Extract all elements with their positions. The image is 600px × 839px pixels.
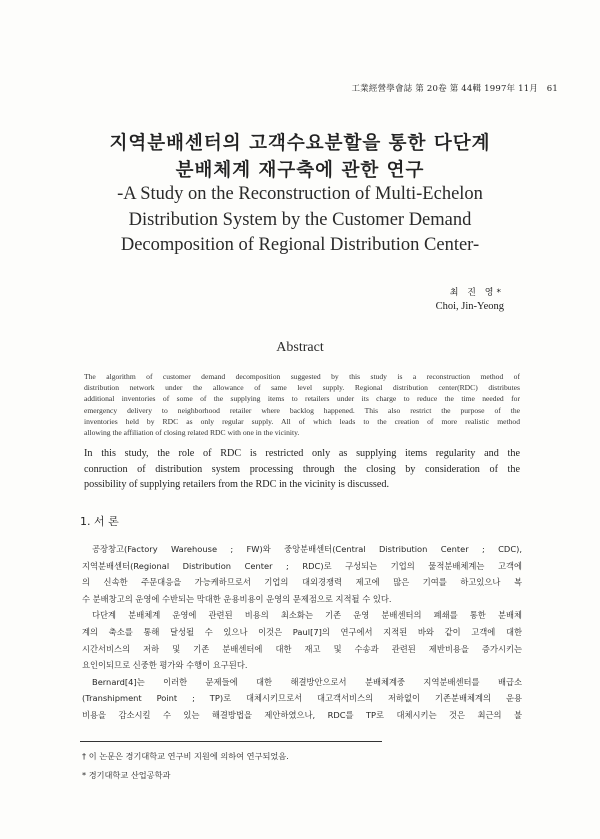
running-header: 工業經營學會誌 第 20卷 第 44輯 1997年 11月 61	[351, 84, 558, 94]
body-line: (Transhipment Point ; TP)로 대체시키므로서 대고객서비스의 저하없이 기존분배체계의 운용	[82, 693, 522, 704]
abstract-line: inventories held by RDC as only regular supply. All of which leads to the creation of more realistic method	[84, 416, 520, 426]
body-line: 계의 축소를 통해 달성될 수 있으나 이것은 Paul[7]의 연구에서 지적된 바와 같이 고객에 대한	[82, 626, 522, 637]
author-name-korean: 최 진 영*	[449, 288, 504, 298]
title-english-line-1: -A Study on the Reconstruction of Multi-Echelon	[117, 184, 483, 204]
abstract-line: emergency delivery to neighborhood retailer where backlog happened. This also restrict the purpose of the	[84, 405, 520, 415]
abstract-line: The algorithm of customer demand decomposition suggested by this study is a reconstruction method of	[84, 372, 520, 381]
title-english-line-2: Distribution System by the Customer Demand	[128, 210, 472, 230]
body-line: 지역분배센터(Regional Distribution Center ; RDC)로 구성되는 기업의 물적분배체계는 고객에	[82, 560, 522, 571]
author-name-english: Choi, Jin-Yeong	[435, 301, 504, 312]
introduction-body	[82, 541, 522, 724]
abstract-line: In this study, the role of RDC is restricted only as supplying items regularity and the	[84, 448, 520, 459]
abstract-paragraph-1	[84, 371, 520, 438]
abstract-line: distribution network under the allowance of same level supply. Regional distribution center(RDC) distributes	[84, 383, 520, 393]
abstract-line: allowing the affiliation of closing related RDC with one in the vicinity.	[84, 428, 300, 438]
abstract-heading: Abstract	[276, 340, 324, 355]
body-line: 요인이되므로 신중한 평가와 수행이 요구된다.	[82, 660, 248, 671]
body-line: 의 신속한 주문대응을 가능케하므로서 기업의 대외경쟁력 제고에 많은 기여를 하고있으나 복	[82, 577, 522, 588]
section-heading-introduction: 1. 서 론	[80, 515, 119, 528]
body-line: 비용을 감소시킬 수 있는 해결방법을 제안하였으나, RDC를 TP로 대체시키는 것은 최근의 불	[82, 709, 522, 720]
title-korean-line-1: 지역분배센터의 고객수요분할을 통한 다단계	[109, 133, 491, 154]
body-line: 수 분배창고의 운영에 수반되는 막대한 운용비용이 운영의 문제점으로 지적될 수 있다.	[82, 593, 392, 604]
footnote-funding: † 이 논문은 경기대학교 연구비 지원에 의하여 연구되었음.	[82, 751, 289, 761]
title-korean-line-2: 분배체계 재구축에 관한 연구	[175, 160, 425, 181]
abstract-line: additional inventories of some of the supplying items to retailers under its charge to reduce the time needed for	[84, 394, 520, 404]
body-line: Bernard[4]는 이러한 문제들에 대한 해결방안으로서 분배체계중 지역분배센터를 배급소	[92, 676, 522, 687]
title-english-line-3: Decomposition of Regional Distribution Center-	[120, 235, 480, 255]
abstract-line: conruction of distribution system processing through the closing by consideration of the	[84, 463, 520, 475]
body-line: 다단계 분배체계 운영에 관련된 비용의 최소화는 기존 운영 분배센터의 폐쇄를 통한 분배체	[92, 610, 522, 621]
abstract-line: possibility of supplying retailers from the RDC in the vicinity is discussed.	[84, 479, 390, 490]
footnote-affiliation: * 경기대학교 산업공학과	[82, 770, 171, 780]
body-line: 공장창고(Factory Warehouse ; FW)와 중앙분배센터(Central Distribution Center ; CDC),	[92, 544, 522, 554]
body-line: 시간서비스의 저하 및 기존 분배센터에 대한 재고 및 수송과 관련된 제반비용을 증가시키는	[82, 643, 522, 654]
abstract-paragraph-2	[84, 446, 520, 493]
footnote-divider	[80, 741, 382, 742]
